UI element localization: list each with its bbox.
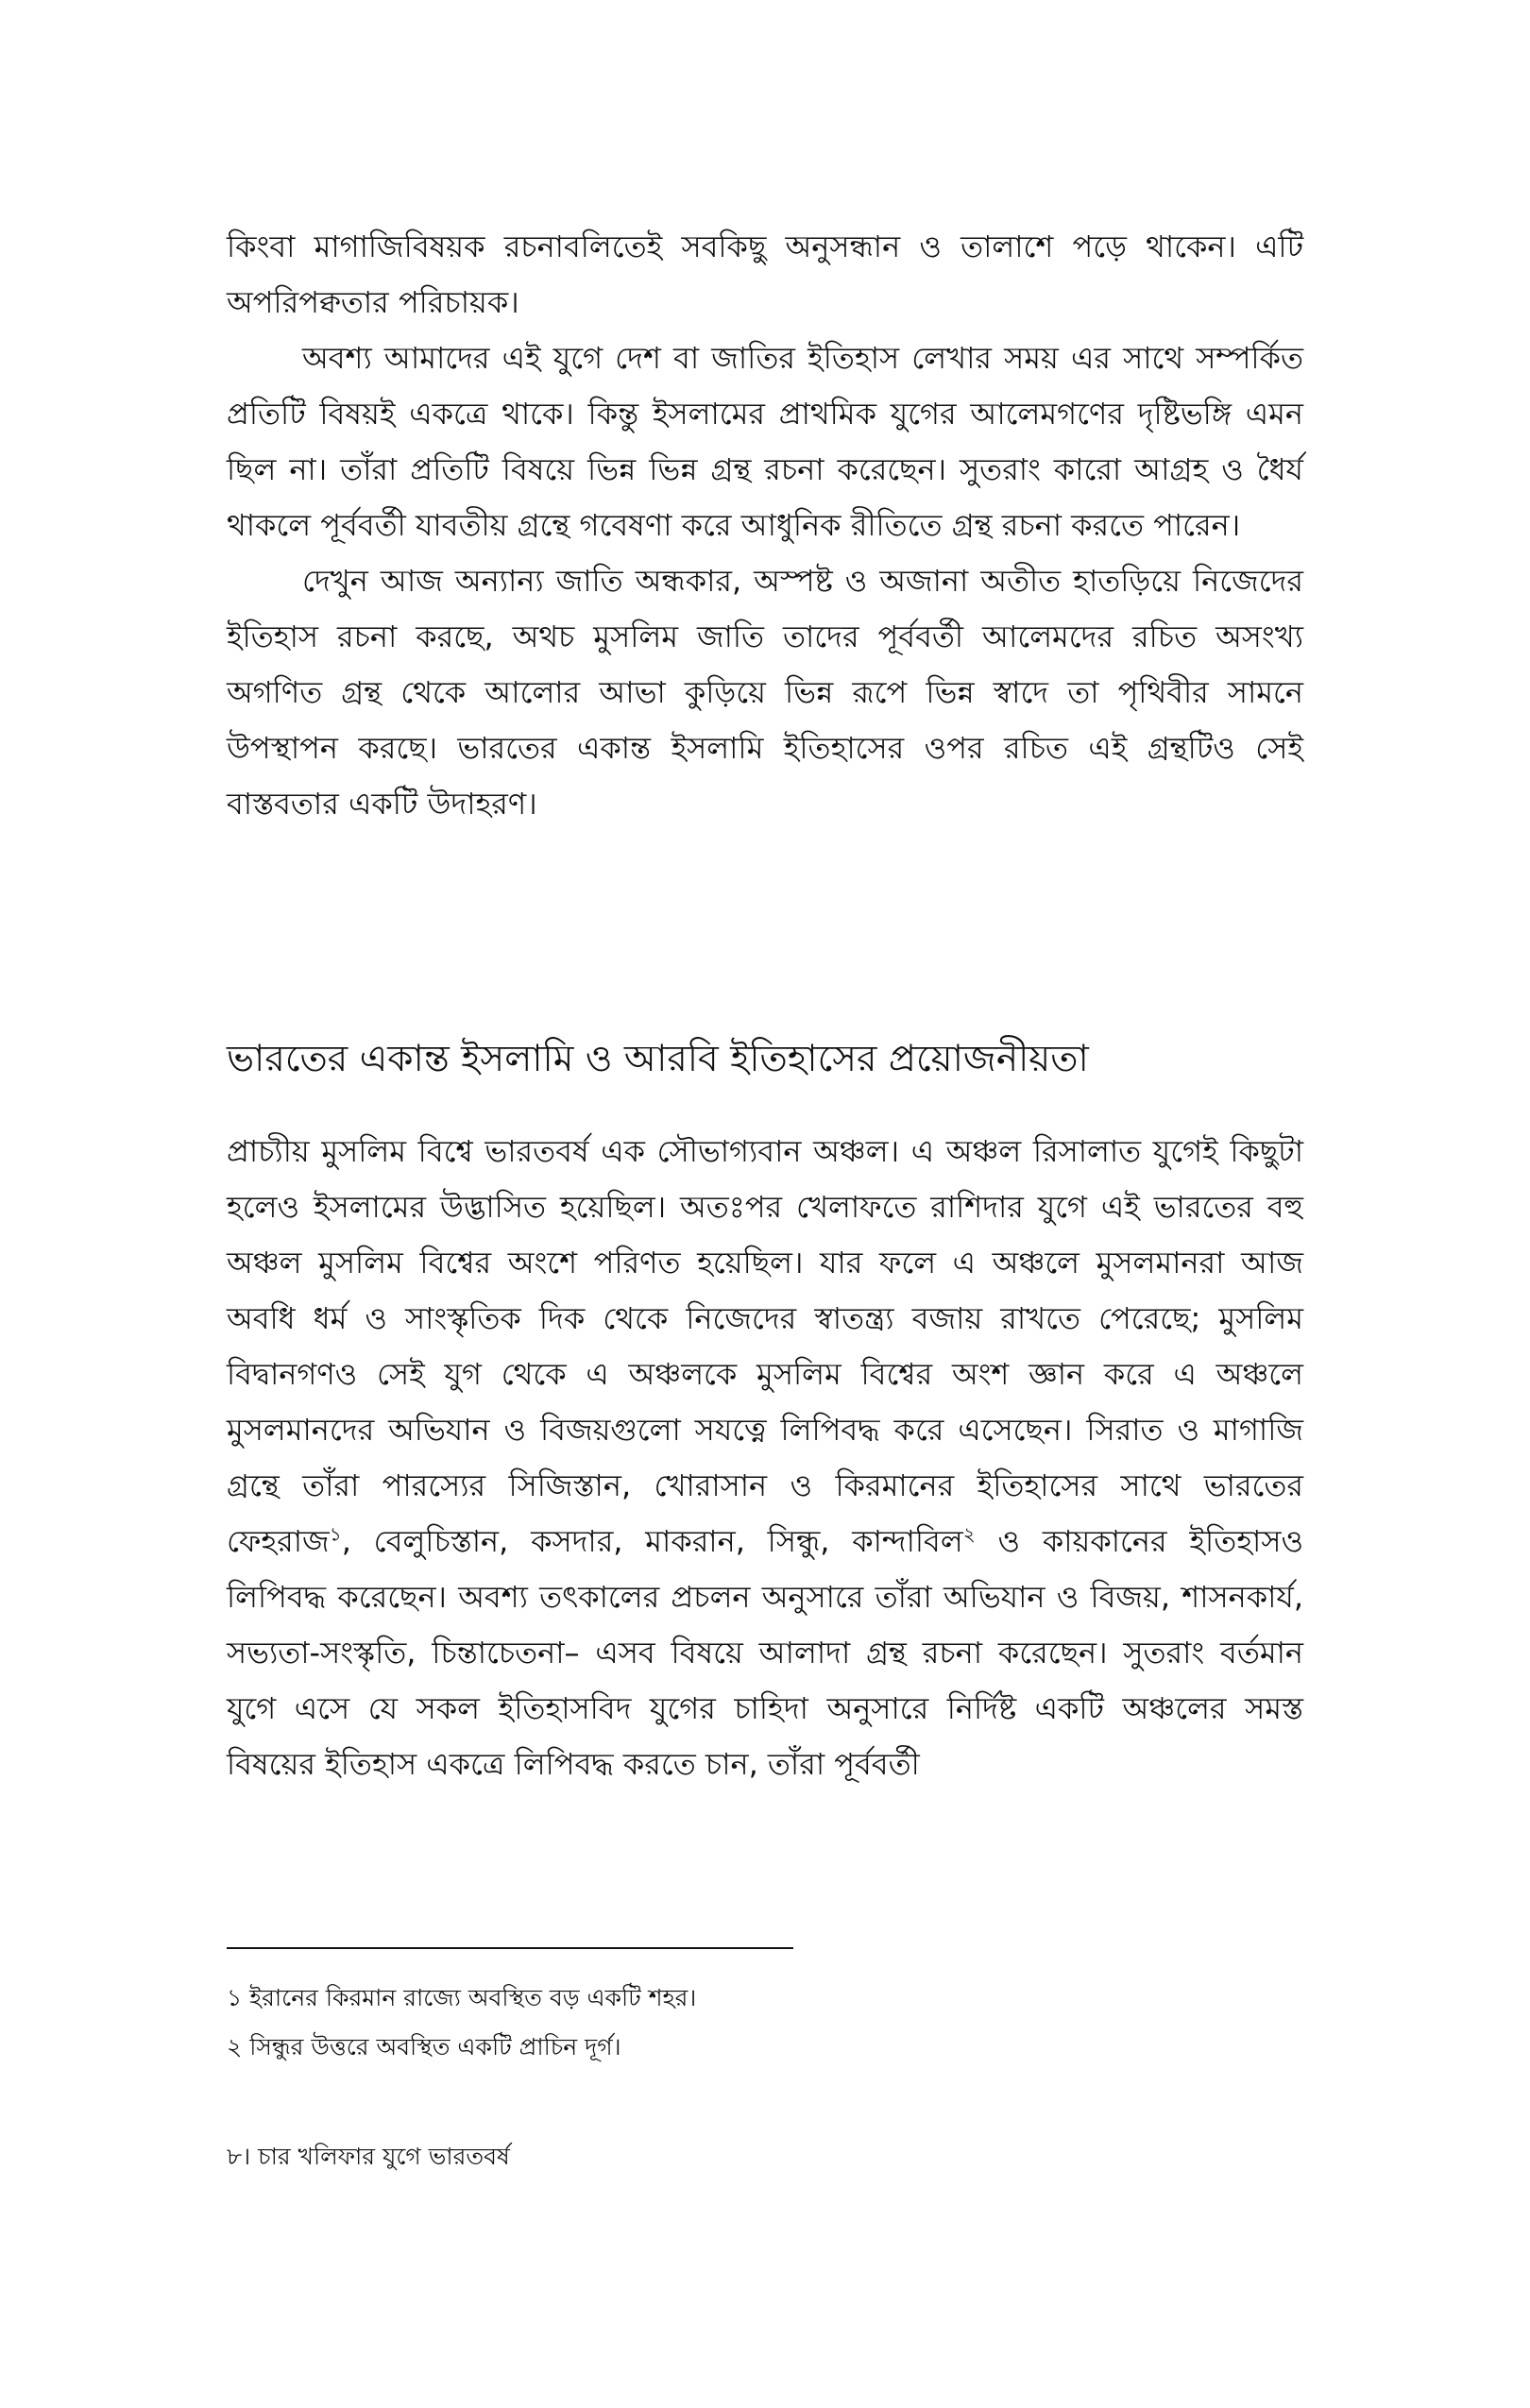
section-text-part-2: , বেলুচিস্তান, কসদার, মাকরান, সিন্ধু, কান্দাবিল — [341, 1523, 963, 1559]
section-body — [227, 1124, 1303, 1792]
page-footer: ৮। চার খলিফার যুগে ভারতবর্ষ — [227, 2143, 510, 2170]
footnote-divider — [227, 1947, 793, 1949]
section-heading: ভারতের একান্ত ইসলামি ও আরবি ইতিহাসের প্রয়োজনীয়তা — [227, 1038, 1089, 1080]
intro-paragraph-2: অবশ্য আমাদের এই যুগে দেশ বা জাতির ইতিহাস লেখার সময় এর সাথে সম্পর্কিত প্রতিটি বিষয়ই একত্রে থাকে। কিন্তু ইসলামের প্রাথমিক যুগের আলেমগণের দৃষ্টিভঙ্গি এমন ছিল না। তাঁরা প্রতিটি বিষয়ে ভিন্ন ভিন্ন গ্রন্থ রচনা করেছেন। সুতরাং কারো আগ্রহ ও ধৈর্য থাকলে পূর্ববর্তী যাবতীয় গ্রন্থে গবেষণা করে আধুনিক রীতিতে গ্রন্থ রচনা করতে পারেন। — [227, 340, 1303, 543]
section-text-part-1: প্রাচ্যীয় মুসলিম বিশ্বে ভারতবর্ষ এক সৌভাগ্যবান অঞ্চল। এ অঞ্চল রিসালাত যুগেই কিছুটা হলেও ইসলামের উদ্ভাসিত হয়েছিল। অতঃপর খেলাফতে রাশিদার যুগে এই ভারতের বহু অঞ্চল মুসলিম বিশ্বের অংশে পরিণত হয়েছিল। যার ফলে এ অঞ্চলে মুসলমানরা আজ অবধি ধর্ম ও সাংস্কৃতিক দিক থেকে নিজেদের স্বাতন্ত্র্য বজায় রাখতে পেরেছে; মুসলিম বিদ্বানগণও সেই যুগ থেকে এ অঞ্চলকে মুসলিম বিশ্বের অংশ জ্ঞান করে এ অঞ্চলে মুসলমানদের অভিযান ও বিজয়গুলো সযত্নে লিপিবদ্ধ করে এসেছেন। সিরাত ও মাগাজি গ্রন্থে তাঁরা পারস্যের সিজিস্তান, খোরাসান ও কিরমানের ইতিহাসের সাথে ভারতের ফেহরাজ — [227, 1133, 1303, 1559]
section-text-part-3: ও কায়কানের ইতিহাসও লিপিবদ্ধ করেছেন। অবশ্য তৎকালের প্রচলন অনুসারে তাঁরা অভিযান ও বিজয়, শাসনকার্য, সভ্যতা-সংস্কৃতি, চিন্তাচেতনা– এসব বিষয়ে আলাদা গ্রন্থ রচনা করেছেন। সুতরাং বর্তমান যুগে এসে যে সকল ইতিহাসবিদ যুগের চাহিদা অনুসারে নির্দিষ্ট একটি অঞ্চলের সমস্ত বিষয়ের ইতিহাস একত্রে লিপিবদ্ধ করতে চান, তাঁরা পূর্ববর্তী — [227, 1523, 1304, 1782]
footnotes — [227, 1974, 1303, 2072]
section-paragraph — [227, 1124, 1303, 1792]
footnote-ref-2: ২ — [962, 1522, 976, 1546]
footnote-2: ২ সিন্ধুর উত্তরে অবস্থিত একটি প্রাচিন দূর্গ। — [227, 2033, 621, 2060]
footnote-ref-1: ১ — [329, 1522, 342, 1546]
footnote-1: ১ ইরানের কিরমান রাজ্যে অবস্থিত বড় একটি শহর। — [227, 1984, 697, 2011]
intro-paragraph-3: দেখুন আজ অন্যান্য জাতি অন্ধকার, অস্পষ্ট ও অজানা অতীত হাতড়িয়ে নিজেদের ইতিহাস রচনা করছে, অথচ মুসলিম জাতি তাদের পূর্ববর্তী আলেমদের রচিত অসংখ্য অগণিত গ্রন্থ থেকে আলোর আভা কুড়িয়ে ভিন্ন রূপে ভিন্ন স্বাদে তা পৃথিবীর সামনে উপস্থাপন করছে। ভারতের একান্ত ইসলামি ইতিহাসের ওপর রচিত এই গ্রন্থটিও সেই বাস্তবতার একটি উদাহরণ। — [227, 563, 1303, 822]
intro-text-block — [227, 219, 1303, 832]
intro-paragraph-continued: কিংবা মাগাজিবিষয়ক রচনাবলিতেই সবকিছু অনুসন্ধান ও তালাশে পড়ে থাকেন। এটি অপরিপক্বতার পরিচায়ক। — [227, 229, 1303, 320]
